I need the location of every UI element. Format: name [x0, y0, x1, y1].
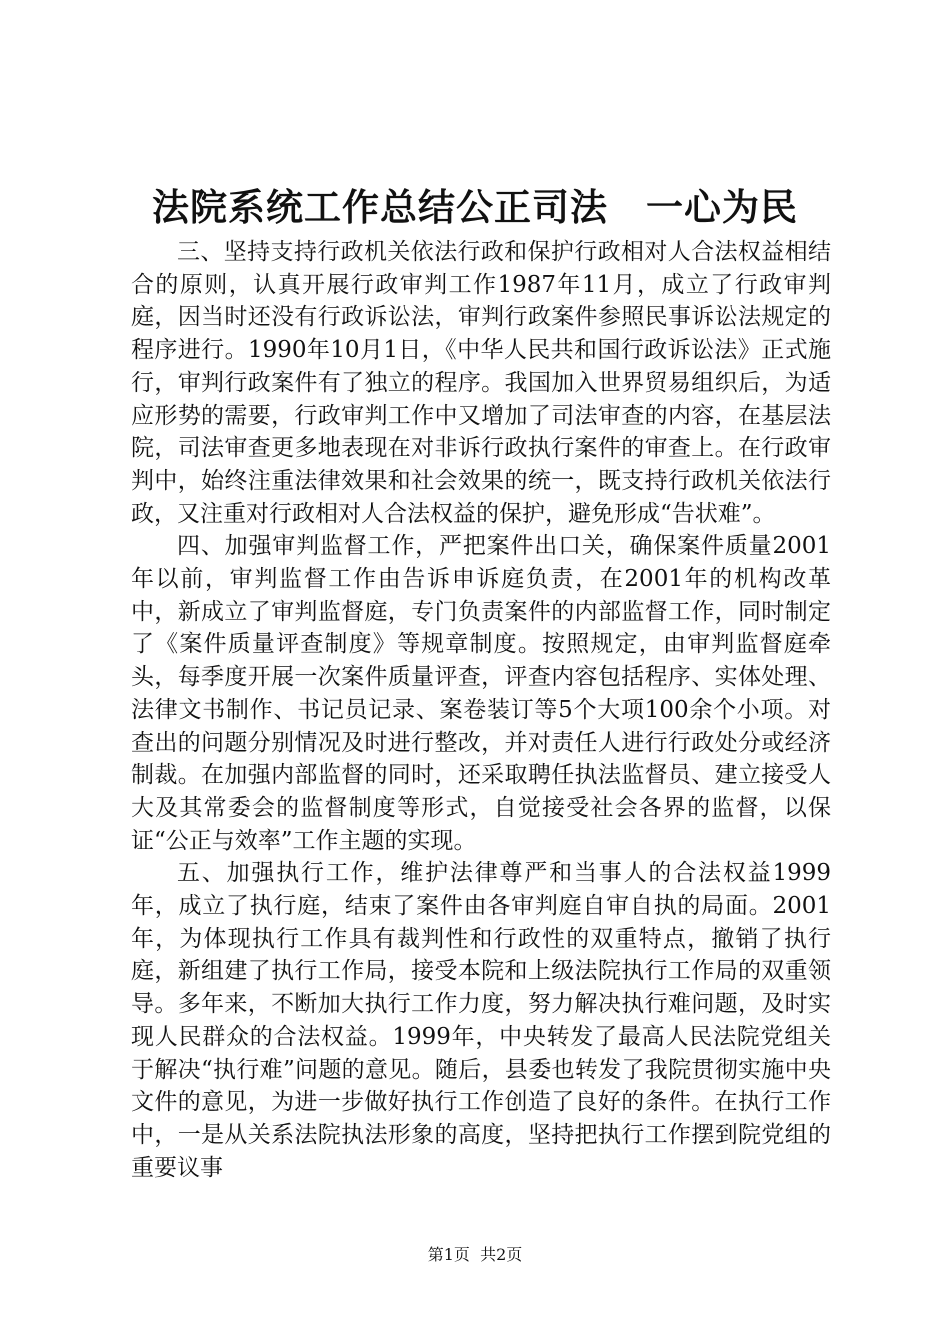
- paragraph-section-5: 五、加强执行工作，维护法律尊严和当事人的合法权益1999年，成立了执行庭，结束了案件由各审判庭自审自执的局面。2001年，为体现执行工作具有裁判性和行政性的双重特点，撤销了执行庭，新组建了执行工作局，接受本院和上级法院执行工作局的双重领导。多年来，不断加大执行工作力度，努力解决执行难问题，及时实现人民群众的合法权益。1999年，中央转发了最高人民法院党组关于解决“执行难”问题的意见。随后，县委也转发了我院贯彻实施中央文件的意见，为进一步做好执行工作创造了良好的条件。在执行工作中，一是从关系法院执法形象的高度，坚持把执行工作摆到院党组的重要议事: [131, 860, 831, 1181]
- document-body: [131, 236, 831, 1184]
- document-title: 法院系统工作总结公正司法 一心为民: [152, 185, 798, 229]
- paragraph-section-3: 三、坚持支持行政机关依法行政和保护行政相对人合法权益相结合的原则，认真开展行政审判工作1987年11月，成立了行政审判庭，因当时还没有行政诉讼法，审判行政案件参照民事诉讼法规定的程序进行。1990年10月1日，《中华人民共和国行政诉讼法》正式施行，审判行政案件有了独立的程序。我国加入世界贸易组织后，为适应形势的需要，行政审判工作中又增加了司法审查的内容，在基层法院，司法审查更多地表现在对非诉行政执行案件的审查上。在行政审判中，始终注重法律效果和社会效果的统一，既支持行政机关依法行政，又注重对行政相对人合法权益的保护，避免形成“告状难”。: [131, 239, 831, 527]
- paragraph-section-4: 四、加强审判监督工作，严把案件出口关，确保案件质量2001年以前，审判监督工作由告诉申诉庭负责，在2001年的机构改革中，新成立了审判监督庭，专门负责案件的内部监督工作，同时制定了《案件质量评查制度》等规章制度。按照规定，由审判监督庭牵头，每季度开展一次案件质量评查，评查内容包括程序、实体处理、法律文书制作、书记员记录、案卷装订等5个大项100余个小项。对查出的问题分别情况及时进行整改，并对责任人进行行政处分或经济制裁。在加强内部监督的同时，还采取聘任执法监督员、建立接受人大及其常委会的监督制度等形式，自觉接受社会各界的监督，以保证“公正与效率”工作主题的实现。: [131, 533, 831, 854]
- page-footer: 第1页 共2页: [427, 1245, 523, 1264]
